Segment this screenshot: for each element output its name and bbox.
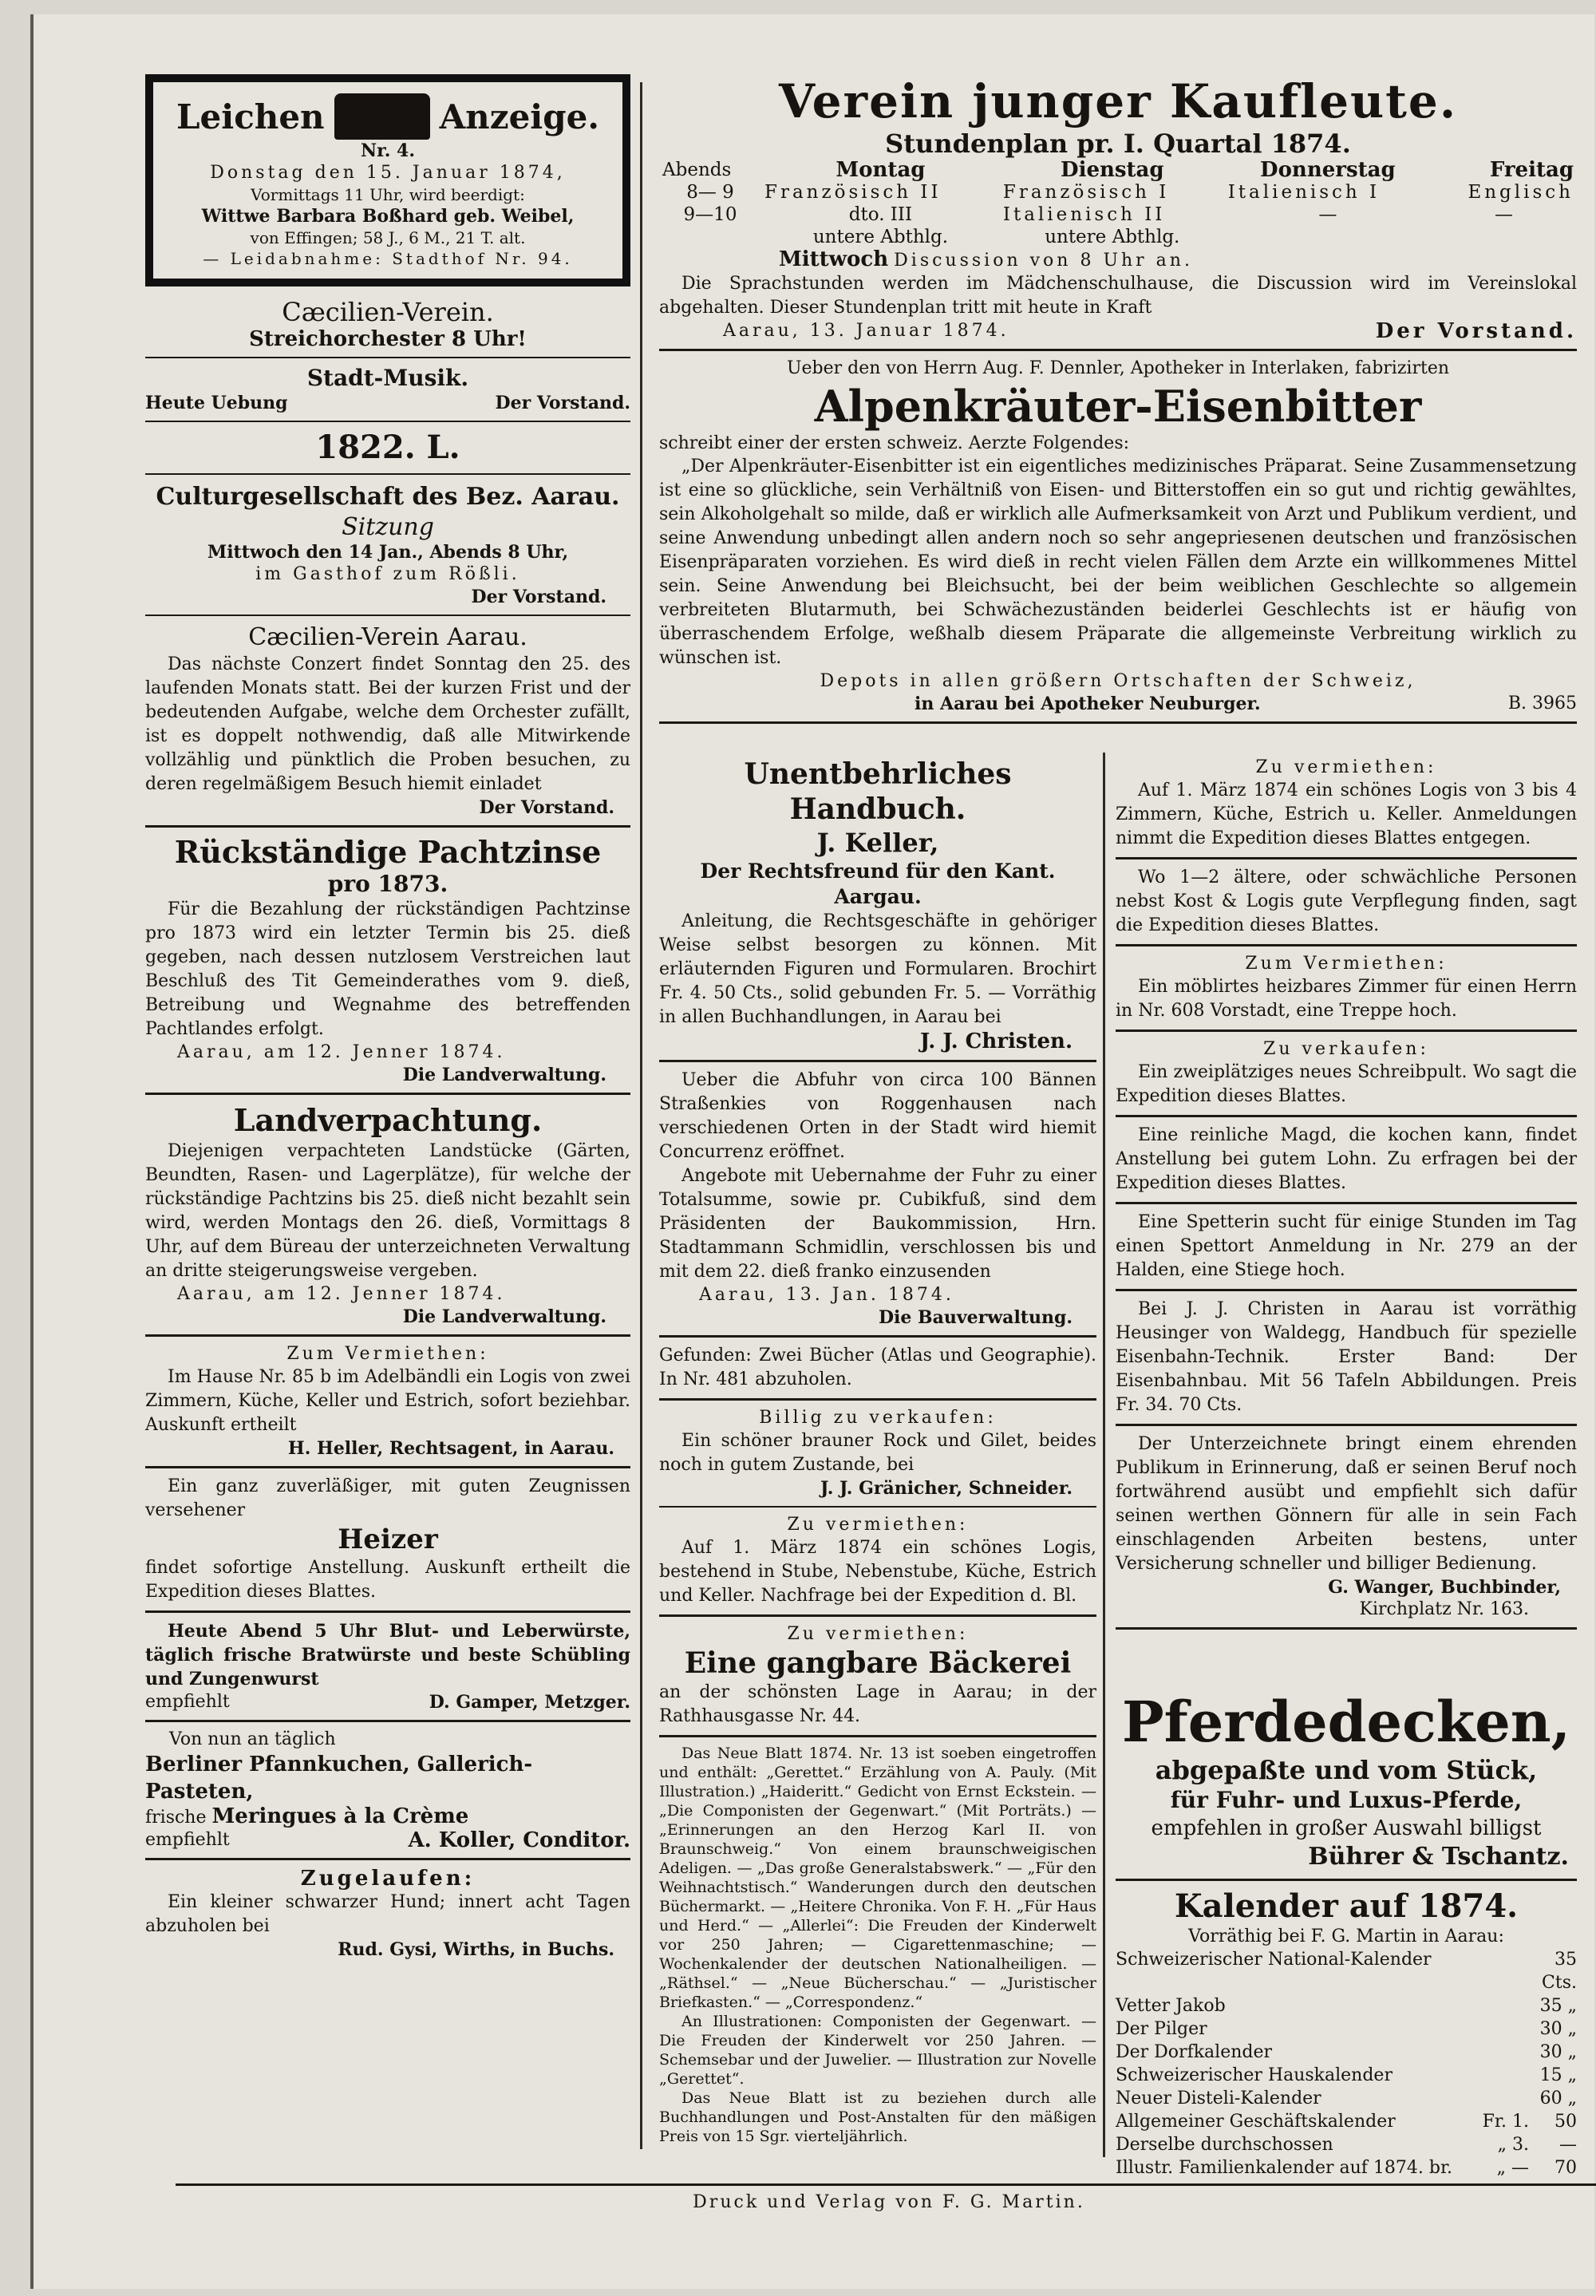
heusinger-notice: Bei J. J. Christen in Aarau ist vorräthig Heusinger von Waldegg, Handbuch für spezielle Eisenbahn-Technik. Erster Band: Der Eisenbahnbau. Mit 56 Tafeln Abbildungen. Preis Fr. 34. 70 Cts.	[1116, 1299, 1577, 1415]
verein-notice	[659, 74, 1577, 342]
alpen-pre: Ueber den von Herrn Aug. F. Dennler, Apotheker in Interlaken, fabrizirten	[786, 358, 1450, 378]
divider	[1116, 1879, 1577, 1881]
kalender-price: 35 Cts.	[1542, 1950, 1577, 1993]
alpen-title: Alpenkräuter-Eisenbitter	[814, 381, 1422, 432]
koller-left: empfiehlt	[145, 1830, 230, 1850]
caecilien-notice	[145, 296, 630, 350]
heizer-title: Heizer	[338, 1523, 438, 1555]
handbuch-notice	[659, 757, 1096, 1053]
zumverm4-text: Ein möblirtes heizbares Zimmer für einen Herrn in Nr. 608 Vorstadt, eine Treppe hoch.	[1116, 977, 1577, 1021]
zugelaufen-notice	[145, 1867, 630, 1961]
kalender-row	[1116, 2087, 1577, 2110]
divider	[145, 473, 630, 475]
neue-blatt-notice	[659, 1744, 1096, 2146]
schedule-cell	[1431, 226, 1577, 248]
pachtzinse-title: Rückständige Pachtzinse	[174, 834, 602, 870]
newspaper-page	[30, 14, 1594, 2289]
landverpachtung-sign: Die Landverwaltung.	[402, 1306, 606, 1327]
column-divider-right	[1103, 753, 1105, 2157]
schedule-row	[659, 226, 1577, 248]
funeral-notice	[145, 74, 630, 287]
funeral-nr: Nr. 4.	[361, 140, 415, 161]
kalender-price: 60 „	[1539, 2089, 1577, 2108]
magd-notice: Eine reinliche Magd, die kochen kann, findet Anstellung bei gutem Lohn. Zu erfragen bei der Expedition dieses Blattes.	[1116, 1125, 1577, 1193]
koller-line-3b: Meringues à la Crème	[211, 1804, 469, 1828]
stadtmusik-notice	[145, 365, 630, 414]
schedule-row	[659, 181, 1577, 204]
caecilien-aarau-text: Das nächste Conzert findet Sonntag den 25. des laufenden Monats statt. Bei der kurzen Frist und der bedeutenden Aufgabe, welche dem Orchester zufällt, ist es doppelt nothwendig, daß alle Mitwirkende vollzählig und pünktlich die Proben besuchen, zu deren regelmäßigem Besuch hiemit einladet	[145, 654, 630, 794]
schedule-header	[659, 159, 1577, 181]
landverpachtung-date: Aarau, am 12. Jenner 1874.	[177, 1284, 506, 1304]
notice-1822: 1822. L.	[315, 429, 460, 466]
heizer-notice	[145, 1475, 630, 1604]
handbuch-author: J. Keller,	[816, 828, 939, 858]
schedule-cell	[1225, 226, 1431, 248]
schedule-cell: Italienisch II	[1002, 204, 1166, 225]
divider	[145, 1858, 630, 1860]
pachtzinse-notice	[145, 834, 630, 1086]
neue-blatt-text: Das Neue Blatt 1874. Nr. 13 ist soeben eingetroffen und enthält: „Gerettet.“ Erzählung von A. Pauly. (Mit Illustration.) „Haideritt.“ Gedicht von Ernst Eckstein. — „Die Componisten der Gegenwart.“ (Mit Porträts.) — „Erinnerungen an den Herzog Karl II. von Braunschweig.“ Von einem braunschweigischen Adeligen. — „Das große Generalstabswerk.“ — „Für den Weihnachtstisch.“ Wanderungen durch den deutschen Büchermarkt. — „Heitere Chronika. Von F. H. „Für Haus und Herd.“ — „Allerlei“: Die Freuden der Kinderwelt vor 250 Jahren; — Cigarettenmaschine; — Wochenkalender der deutschen Nationalheiligen. — „Räthsel.“ — „Neue Bücherschau.“ — „Juristischer Briefkasten.“ — „Correspondenz.“	[659, 1745, 1096, 2011]
schedule-cell: Französisch I	[1002, 182, 1170, 203]
kalender-price	[1481, 2064, 1529, 2087]
verein-date: Aarau, 13. Januar 1874.	[723, 321, 1009, 341]
divider	[145, 421, 630, 422]
cultur-line-2: im Gasthof zum Rößli.	[255, 564, 520, 584]
vermiethen-notice	[145, 1343, 630, 1460]
urn-icon	[334, 93, 430, 140]
divider	[145, 1610, 630, 1613]
kalender-price: „ 3.	[1497, 2135, 1529, 2155]
schedule-cell: —	[1495, 204, 1513, 225]
funeral-line-2: Vormittags 11 Uhr, wird beerdigt:	[251, 185, 525, 204]
alpen-intro: schreibt einer der ersten schweiz. Aerzte Folgendes:	[659, 433, 1130, 453]
handbuch-sub: Der Rechtsfreund für den Kant. Aargau.	[700, 860, 1056, 908]
divider	[659, 1735, 1096, 1737]
divider	[1116, 1627, 1577, 1630]
divider	[145, 1093, 630, 1095]
mittwoch-text: Discussion von 8 Uhr an.	[894, 251, 1193, 271]
vermiethen-text: Im Hause Nr. 85 b im Adelbändli ein Logis von zwei Zimmern, Küche, Keller und Estrich, sofort beziehbar. Auskunft ertheilt	[145, 1367, 630, 1435]
billig-sign: J. J. Gränicher, Schneider.	[820, 1478, 1073, 1499]
zumverm4-notice	[1116, 953, 1577, 1023]
kalender-name: Derselbe durchschossen	[1116, 2135, 1333, 2155]
cultur-sitzung: Sitzung	[342, 513, 434, 541]
funeral-line-3: Wittwe Barbara Boßhard geb. Weibel,	[201, 206, 575, 227]
koller-line-1: Von nun an täglich	[169, 1729, 336, 1749]
schedule-cell: Italienisch I	[1227, 182, 1381, 203]
schedule-head-cell: Donnerstag	[1260, 158, 1396, 182]
zuverm3-text: Auf 1. März 1874 ein schönes Logis von 3 bis 4 Zimmern, Küche, Estrich u. Keller. Anmeldungen nimmt die Expedition dieses Blattes entgegen.	[1116, 780, 1577, 848]
verein-title: Verein junger Kaufleute.	[778, 74, 1458, 128]
landverpachtung-notice	[145, 1101, 630, 1328]
alpen-depots: Depots in allen größern Ortschaften der Schweiz,	[820, 671, 1416, 691]
schedule-cell: —	[1318, 204, 1337, 225]
pachtzinse-date: Aarau, am 12. Jenner 1874.	[177, 1042, 506, 1062]
heizer-text-2: findet sofortige Anstellung. Auskunft ertheilt die Expedition dieses Blattes.	[145, 1558, 630, 1602]
wanger-sign-2: Kirchplatz Nr. 163.	[1359, 1599, 1529, 1619]
kalender-price: 35 „	[1539, 1996, 1577, 2016]
schedule-table	[659, 159, 1577, 248]
schedule-cell: dto. III	[848, 204, 913, 225]
alpen-notice	[659, 358, 1577, 715]
abfuhr-notice	[659, 1069, 1096, 1329]
kalender-price: 30 „	[1539, 2019, 1577, 2039]
schedule-cell: untere Abthlg.	[1045, 227, 1180, 247]
alpen-code: B. 3965	[1507, 694, 1577, 713]
pferdedecken-line-3: empfehlen in großer Auswahl billigst	[1151, 1816, 1542, 1840]
neue-blatt-text-3: Das Neue Blatt ist zu beziehen durch alle Buchhandlungen und Post-Anstalten für den mäßigen Preis von 15 Sgr. vierteljährlich.	[659, 2089, 1096, 2145]
zugelaufen-sign: Rud. Gysi, Wirths, in Buchs.	[338, 1939, 614, 1960]
zuverm3-notice	[1116, 757, 1577, 851]
kalender-name: Der Dorfkalender	[1116, 2042, 1273, 2062]
kalender-row	[1116, 1994, 1577, 2017]
baeckerei-notice	[659, 1623, 1096, 1729]
abfuhr-text-2: Angebote mit Uebernahme der Fuhr zu einer Totalsumme, sowie pr. Cubikfuß, sind dem Präsidenten der Baukommission, Hrn. Stadtammann Schmidlin, verschlossen bis und mit dem 22. dieß franko einzusenden	[659, 1166, 1096, 1282]
cultur-title: Culturgesellschaft des Bez. Aarau.	[156, 483, 620, 511]
verein-text: Die Sprachstunden werden im Mädchenschulhause, die Discussion wird im Vereinslokal abgehalten. Dieser Stundenplan tritt mit heute in Kraft	[659, 274, 1577, 318]
divider	[1116, 857, 1577, 860]
schedule-row	[659, 204, 1577, 226]
schedule-cell: Französisch II	[764, 182, 942, 203]
divider	[145, 825, 630, 828]
kalender-list	[1116, 1948, 1577, 2179]
divider	[1116, 1029, 1577, 1032]
abfuhr-date: Aarau, 13. Jan. 1874.	[699, 1285, 954, 1305]
divider	[145, 1334, 630, 1337]
handbuch-title: Unentbehrliches Handbuch.	[744, 757, 1012, 826]
kalender-row	[1116, 2017, 1577, 2041]
kalender-price: „ —	[1496, 2158, 1529, 2178]
alpen-aarau: in Aarau bei Apotheker Neuburger.	[915, 694, 1261, 714]
kalender-name: Allgemeiner Geschäftskalender	[1116, 2112, 1396, 2132]
pachtzinse-text: Für die Bezahlung der rückständigen Pachtzinse pro 1873 wird ein letzter Termin bis 25. dieß gegeben, nach dessen nutzlosem Verstreichen laut Beschluß des Tit Gemeinderathes vom 9. dieß, Betreibung und Wegnahme des betreffenden Pachtlandes erfolgt.	[145, 899, 630, 1039]
pferdedecken-notice	[1116, 1690, 1577, 1872]
divider	[1116, 1115, 1577, 1117]
kalender-price: 30 „	[1539, 2042, 1577, 2062]
vermiethen2-text: Auf 1. März 1874 ein schönes Logis, bestehend in Stube, Nebenstube, Küche, Estrich und Keller. Nachfrage bei der Expedition d. Bl.	[659, 1538, 1096, 1606]
caecilien-aarau-notice	[145, 622, 630, 819]
wanger-sign: G. Wanger, Buchbinder,	[1328, 1577, 1561, 1598]
kalender-name: Schweizerischer Hauskalender	[1116, 2065, 1393, 2085]
neue-blatt-text-2: An Illustrationen: Componisten der Gegenwart. — Die Freuden der Kinderwelt vor 250 Jahren. — Schemsebar und der Juwelier. — Illustration zur Novelle „Gerettet“.	[659, 2013, 1096, 2088]
heizer-text-1: Ein ganz zuverläßiger, mit guten Zeugnissen versehener	[145, 1476, 630, 1520]
funeral-line-4: von Effingen; 58 J., 6 M., 21 T. alt.	[250, 228, 526, 247]
vermiethen2-notice	[659, 1514, 1096, 1608]
divider	[1116, 1202, 1577, 1204]
divider	[659, 1060, 1096, 1062]
kalender-price	[1481, 2087, 1529, 2110]
schedule-cell: Englisch	[1468, 182, 1574, 203]
stadtmusik-title: Stadt-Musik.	[306, 365, 469, 391]
kalender-row	[1116, 2041, 1577, 2064]
landverpachtung-text: Diejenigen verpachteten Landstücke (Gärten, Beundten, Rasen- und Lagerplätze), für welche der rückständige Pachtzins bis 25. dieß nicht bezahlt sein wird, werden Montags den 26. dieß, Vormittags 8 Uhr, auf dem Büreau der unterzeichneten Verwaltung an dritte steigerungsweise vergeben.	[145, 1141, 630, 1281]
caecilien-sub: Streichorchester 8 Uhr!	[249, 327, 527, 351]
kost-notice: Wo 1—2 ältere, oder schwächliche Personen nebst Kost & Logis gute Verpflegung finden, sagt die Expedition dieses Blattes.	[1116, 867, 1577, 935]
kalender-price	[1481, 1994, 1529, 2017]
kalender-price: 70	[1555, 2158, 1577, 2178]
wanger-notice	[1116, 1433, 1577, 1621]
divider	[659, 349, 1577, 351]
divider	[1116, 1424, 1577, 1426]
schedule-head-cell: Abends	[662, 160, 732, 180]
divider	[145, 357, 630, 358]
handbuch-sign: J. J. Christen.	[919, 1029, 1073, 1053]
pferdedecken-line-1: abgepaßte und vom Stück,	[1155, 1755, 1538, 1785]
vermiethen2-title: Zu vermiethen:	[787, 1515, 969, 1535]
kalender-price	[1481, 2017, 1529, 2041]
zugelaufen-title: Zugelaufen:	[300, 1867, 476, 1891]
right-subcolumn-b	[1116, 757, 1577, 1636]
kalender-row	[1116, 2133, 1577, 2156]
kalender-notice	[1116, 1887, 1577, 2179]
divider	[659, 1614, 1096, 1617]
kalender-title: Kalender auf 1874.	[1174, 1887, 1519, 1925]
column-divider	[640, 82, 642, 2149]
vermiethen-sign: H. Heller, Rechtsagent, in Aarau.	[287, 1438, 614, 1459]
kalender-price	[1481, 2041, 1529, 2064]
kalender-row	[1116, 2156, 1577, 2179]
koller-line-3a: frische	[145, 1808, 207, 1828]
wanger-text: Der Unterzeichnete bringt einem ehrenden Publikum in Erinnerung, daß er seinen Beruf noch fortwährend ausübt und empfiehlt sich dafür seinen werthen Gönnern für alle in sein Fach einschlagenden Arbeiten bestens, unter Versicherung schneller und billiger Bedienung.	[1116, 1434, 1577, 1574]
funeral-title-b: Anzeige.	[439, 97, 599, 136]
schreibpult-notice	[1116, 1038, 1577, 1108]
right-column	[659, 74, 1577, 730]
divider	[659, 1506, 1096, 1508]
billig-notice	[659, 1407, 1096, 1500]
left-column	[145, 74, 630, 1961]
divider	[145, 1720, 630, 1722]
koller-line-2: Berliner Pfannkuchen, Gallerich-Pasteten,	[145, 1753, 533, 1804]
pachtzinse-sub: pro 1873.	[327, 871, 448, 897]
abfuhr-text: Ueber die Abfuhr von circa 100 Bännen Straßenkies von Roggenhausen nach verschiedenen Orten in der Stadt wird hiemit Concurrenz eröffnet.	[659, 1070, 1096, 1162]
divider	[659, 721, 1577, 724]
right-subcolumn-a	[659, 757, 1096, 2146]
pferdedecken-sign: Bührer & Tschantz.	[1308, 1843, 1569, 1871]
pferdedecken-line-2: für Fuhr- und Luxus-Pferde,	[1170, 1787, 1523, 1813]
funeral-title-a: Leichen	[176, 97, 325, 136]
baeckerei-title: Zu vermiethen:	[787, 1624, 969, 1644]
landverpachtung-title: Landverpachtung.	[233, 1102, 543, 1138]
divider	[1116, 944, 1577, 946]
schreibpult-title: Zu verkaufen:	[1263, 1039, 1429, 1059]
koller-sign: A. Koller, Conditor.	[408, 1828, 630, 1852]
kalender-price: 50	[1555, 2112, 1577, 2132]
kalender-name: Neuer Disteli-Kalender	[1116, 2089, 1321, 2108]
divider	[1116, 1289, 1577, 1291]
schedule-cell: 9—10	[683, 204, 737, 225]
schreibpult-text: Ein zweiplätziges neues Schreibpult. Wo sagt die Expedition dieses Blattes.	[1116, 1062, 1577, 1106]
spetterin-notice: Eine Spetterin sucht für einige Stunden im Tag einen Spettort Anmeldung in Nr. 279 an der Halden, eine Stiege hoch.	[1116, 1212, 1577, 1280]
handbuch-text: Anleitung, die Rechtsgeschäfte in gehöriger Weise selbst besorgen zu können. Mit erläuternden Figuren und Formularen. Brochirt Fr. 4. 50 Cts., solid gebunden Fr. 5. — Vorräthig in allen Buchhandlungen, in Aarau bei	[659, 911, 1096, 1027]
verein-sub: Stundenplan pr. I. Quartal 1874.	[885, 128, 1351, 159]
mittwoch-label: Mittwoch	[779, 247, 889, 271]
kalender-row	[1116, 2110, 1577, 2133]
billig-text: Ein schöner brauner Rock und Gilet, beides noch in gutem Zustande, bei	[659, 1431, 1096, 1475]
cultur-line-1: Mittwoch den 14 Jan., Abends 8 Uhr,	[207, 542, 569, 563]
schedule-head-cell: Montag	[836, 158, 926, 182]
koller-notice	[145, 1729, 630, 1851]
caecilien-aarau-sign: Der Vorstand.	[479, 797, 614, 818]
zugelaufen-text: Ein kleiner schwarzer Hund; innert acht Tagen abzuholen bei	[145, 1892, 630, 1936]
kalender-name: Der Pilger	[1116, 2019, 1207, 2039]
kalender-price: Fr. 1.	[1482, 2112, 1529, 2132]
divider	[659, 1335, 1096, 1338]
divider	[145, 1466, 630, 1468]
kalender-sub: Vorräthig bei F. G. Martin in Aarau:	[1188, 1927, 1504, 1946]
right-bottom-area	[1116, 1690, 1577, 2179]
funeral-line-1: Donstag den 15. Januar 1874,	[210, 163, 566, 183]
alpen-text: „Der Alpenkräuter-Eisenbitter ist ein eigentliches medizinisches Präparat. Seine Zusammensetzung ist eine so glückliche, sein Verhältniß von Eisen- und Bitterstoffen ein so gut und richtig gewähltes, sein Alkoholgehalt so milde, daß er wirklich alle Aufmerksamkeit von Arzt und Publikum verdient, und seine Anwendung unbedingt allen andern noch so sehr angepriesenen deutschen und französischen Eisenpräparaten vorziehen. Es wird dieß in recht vielen Fällen dem Arzte ein willkommenes Mittel sein. Seine Anwendung bei Bleichsucht, bei der beim weiblichen Geschlechte so allgemein verbreiteten Blutarmuth, bei Schwächezuständen beiderlei Geschlechts ist er häufig von überraschendem Erfolge, weßhalb diesem Präparate die allgemeinste Verbreitung wirklich zu wünschen ist.	[659, 456, 1577, 668]
schedule-cell: 8— 9	[686, 182, 734, 203]
gamper-sign: D. Gamper, Metzger.	[429, 1692, 630, 1713]
kalender-name: Schweizerischer National-Kalender	[1116, 1950, 1432, 1970]
divider	[145, 615, 630, 616]
kalender-name: Illustr. Familienkalender auf 1874. br.	[1116, 2158, 1453, 2178]
schedule-cell: untere Abthlg.	[812, 227, 949, 247]
gamper-notice	[145, 1619, 630, 1713]
caecilien-title: Cæcilien-Verein.	[282, 297, 494, 327]
kalender-name: Vetter Jakob	[1116, 1996, 1226, 2016]
gefunden-notice: Gefunden: Zwei Bücher (Atlas und Geographie). In Nr. 481 abzuholen.	[659, 1346, 1096, 1389]
kalender-row	[1116, 1948, 1577, 1994]
gamper-left: empfiehlt	[145, 1692, 230, 1712]
footer-imprint: Druck und Verlag von F. G. Martin.	[176, 2183, 1596, 2212]
baeckerei-text: an der schönsten Lage in Aarau; in der Rathhausgasse Nr. 44.	[659, 1682, 1096, 1726]
stadtmusik-right: Der Vorstand.	[495, 393, 630, 413]
schedule-head-cell: Freitag	[1489, 158, 1574, 182]
zumverm4-title: Zum Vermiethen:	[1245, 954, 1448, 974]
pachtzinse-sign: Die Landverwaltung.	[402, 1065, 606, 1085]
caecilien-aarau-title: Cæcilien-Verein Aarau.	[248, 623, 527, 651]
abfuhr-sign: Die Bauverwaltung.	[878, 1307, 1073, 1328]
kalender-price	[1481, 1948, 1529, 1994]
schedule-cell	[659, 226, 761, 248]
kalender-price: 15 „	[1539, 2065, 1577, 2085]
schedule-head-cell: Dienstag	[1061, 158, 1164, 182]
stadtmusik-left: Heute Uebung	[145, 393, 288, 413]
cultur-sign: Der Vorstand.	[471, 587, 606, 607]
pferdedecken-title: Pferdedecken,	[1121, 1689, 1571, 1755]
gamper-text: Heute Abend 5 Uhr Blut- und Leberwürste, täglich frische Bratwürste und beste Schübling und Zungenwurst	[145, 1621, 630, 1689]
kalender-price: —	[1559, 2135, 1577, 2155]
verein-sign: Der Vorstand.	[1375, 319, 1577, 343]
zuverm3-title: Zu vermiethen:	[1255, 757, 1437, 777]
cultur-notice	[145, 481, 630, 608]
baeckerei-head: Eine gangbare Bäckerei	[684, 1646, 1072, 1680]
divider	[659, 1398, 1096, 1401]
funeral-line-5: — Leidabnahme: Stadthof Nr. 94.	[203, 249, 573, 268]
kalender-row	[1116, 2064, 1577, 2087]
billig-title: Billig zu verkaufen:	[759, 1408, 997, 1428]
vermiethen-title: Zum Vermiethen:	[286, 1344, 489, 1364]
